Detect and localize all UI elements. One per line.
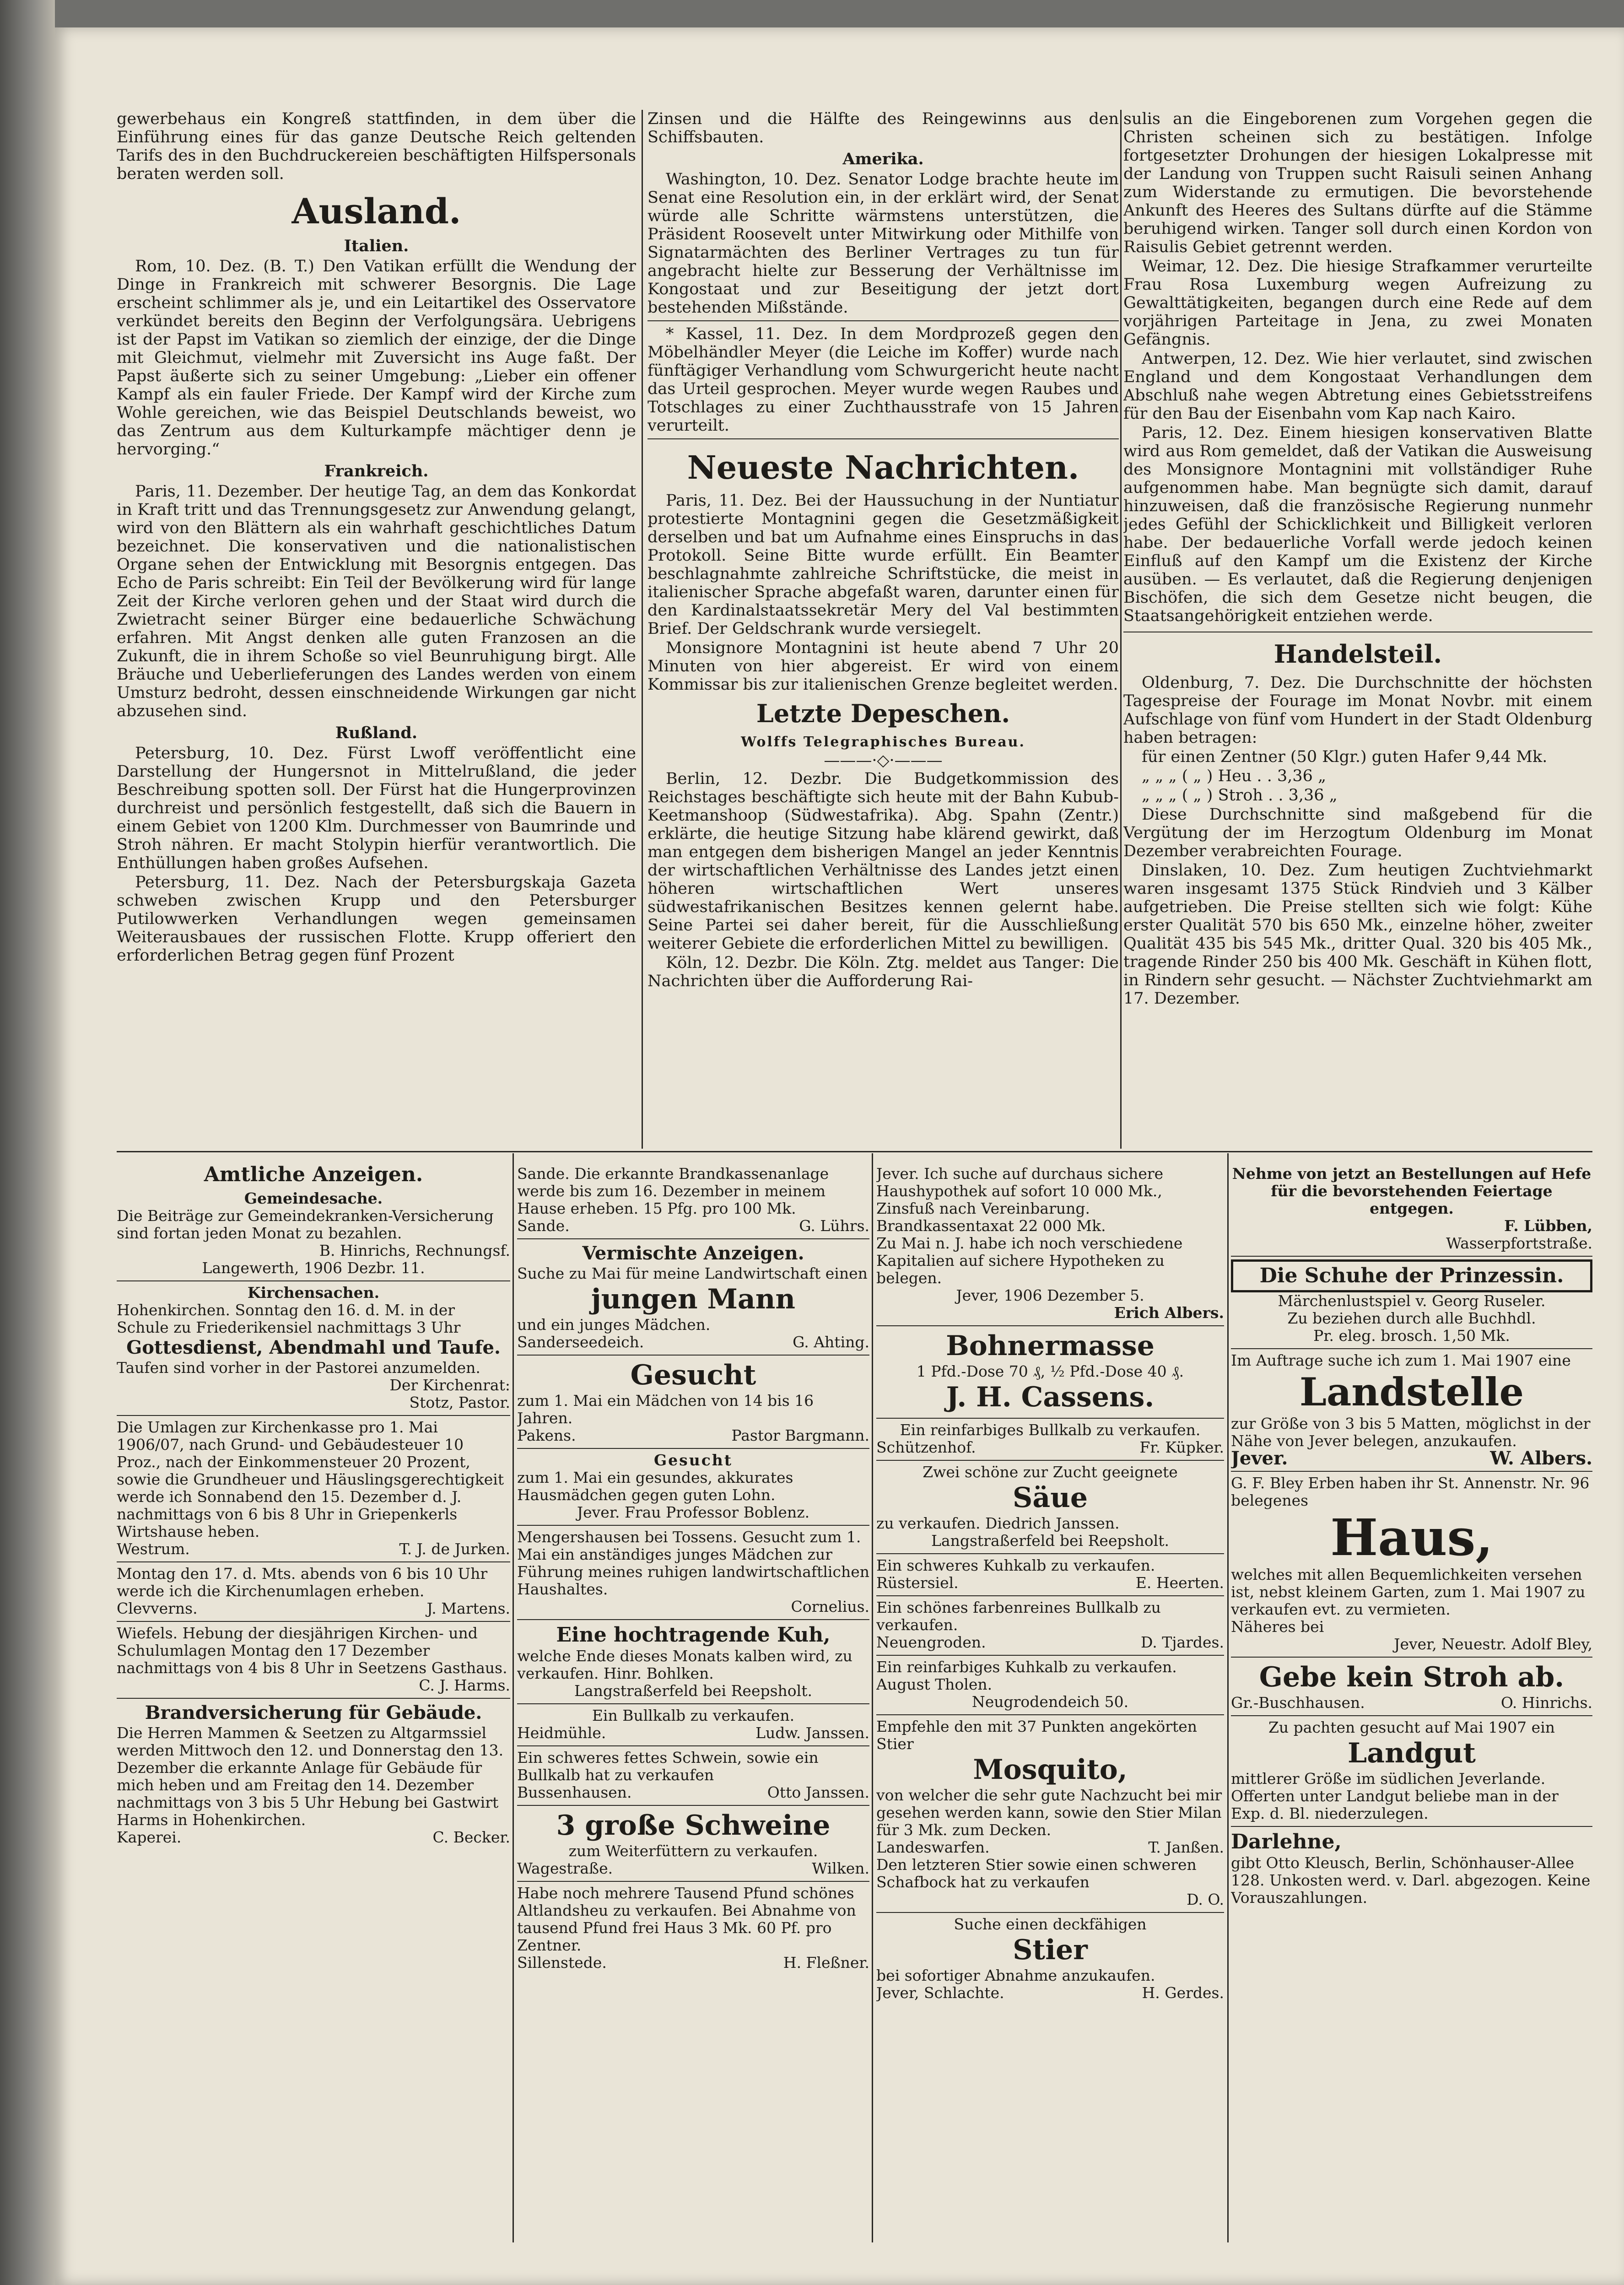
- article-text: Paris, 11. Dezember. Der heutige Tag, an dem das Konkordat in Kraft tritt und das Trennungsgesetz zur Anwendung gelangt, wird von den Blättern als ein wahrhaft geschichtliches Datum bezeichnet. Die konservativen und die nationalistischen Organe sehen der Entwicklung mit Besorgnis entgegen. Das Echo de Paris schreibt: Ein Teil der Bevölkerung wird für lange Zeit der Kirche verloren gehen und der Staat wird durch die Zwietracht seiner Bürger eine bedauerliche Schwächung erfahren. Mit Angst denken alle guten Franzosen an die Zukunft, die in ihrem Schoße so viel Beunruhigung birgt. Alle Bräuche und Ueberlieferungen des Landes werden von einem Umsturz bedroht, dessen einschneidende Wirkungen gar nicht abzusehen sind.: [117, 482, 636, 720]
- article-text: Diese Durchschnitte sind maßgebend für die Vergütung der im Herzogtum Oldenburg im Monat Dezember verabreichten Fourage.: [1123, 805, 1592, 860]
- ads-heading: Vermischte Anzeigen.: [582, 1242, 804, 1264]
- ad-signature: H. Fleßner.: [783, 1954, 869, 1972]
- ad-text: bei sofortiger Abnahme anzukaufen.: [876, 1966, 1155, 1984]
- price-line: „ „ „ ( „ ) Stroh . . 3,36 „: [1142, 786, 1338, 805]
- ad-text: Im Auftrage suche ich zum 1. Mai 1907 eine: [1231, 1351, 1571, 1369]
- ad-text: Ein schweres fettes Schwein, sowie ein Bullkalb hat zu verkaufen: [517, 1749, 819, 1784]
- column-2: [647, 110, 1119, 1144]
- ad-signature: C. Becker.: [432, 1828, 510, 1846]
- ad-bohnermasse: [876, 1326, 1224, 1419]
- article-text: Petersburg, 10. Dez. Fürst Lwoff veröffentlicht eine Darstellung der Hungersnot in Mittelrußland, die jeder Beschreibung spotten soll. Der Fürst hat die Hungerprovinzen durchreist und persönlich festgestellt, daß sich die Bauern in einem Gebiet von 1200 Klm. Durchmesser von Baumrinde und Stroh nähren. Er macht Stolypin hierfür verantwortlich. Die Enthüllungen haben großes Aufsehen.: [117, 744, 636, 872]
- ad-signature: Pastor Bargmann.: [731, 1426, 869, 1444]
- ad-signature: C. J. Harms.: [419, 1676, 510, 1694]
- article-text: Dinslaken, 10. Dez. Zum heutigen Zuchtviehmarkt waren insgesamt 1375 Stück Rindvieh und 3 Kälber aufgetrieben. Die Preise stellten sich wie folgt: Kühe erster Qualität 570 bis 650 Mk., einzelne höher, zweiter Qualität 435 bis 545 Mk., dritter Qual. 320 bis 405 Mk., tragende Rinder 250 bis 400 Mk. Geschäft in Kühen flott, in Rindern sehr gesucht. — Nächster Zuchtviehmarkt am 17. Dezember.: [1123, 861, 1592, 1008]
- ad-headline: Landgut: [1348, 1737, 1476, 1769]
- ad-rule: [513, 1153, 514, 2242]
- ad-signature: Otto Janssen.: [767, 1783, 869, 1801]
- ad-heu: [517, 1882, 869, 1975]
- book-title-box: [1231, 1259, 1592, 1292]
- ad-gesucht-maedchen: [517, 1356, 869, 1449]
- ad-headline: Gesucht: [653, 1451, 733, 1469]
- ad-text: Taufen sind vorher in der Pastorei anzumelden.: [117, 1359, 480, 1377]
- ad-signature: J. Martens.: [426, 1599, 510, 1617]
- country-heading: Frankreich.: [324, 462, 429, 481]
- ad-place: Pakens.: [517, 1426, 576, 1444]
- ad-signature: Jever. Frau Professor Boblenz.: [577, 1503, 810, 1521]
- ads-column-1: [117, 1162, 510, 2238]
- ad-signature: O. Hinrichs.: [1500, 1694, 1592, 1712]
- article-text: Zinsen und die Hälfte des Reingewinns aus den Schiffsbauten.: [647, 110, 1119, 146]
- ad-signature: Der Kirchenrat:: [389, 1376, 510, 1394]
- article-text: Paris, 12. Dez. Einem hiesigen konservativen Blatte wird aus Rom gemeldet, daß der Vatikan die Ausweisung des Monsignore Montagnini mit vollständiger Ruhe aufgenommen habe. Man begnügte sich damit, darauf hinzuweisen, daß die französische Regierung nunmehr jedes Gefühl der Schicklichkeit und Billigkeit verloren habe. Der bedauerliche Vorfall werde jedoch keinen Einfluß auf den Kampf um die Existenz der Kirche ausüben. — Es verlautet, daß die Regierung denjenigen Bischöfen, die sich dem Gesetze nicht beugen, die Staatsangehörigkeit entziehen werde.: [1123, 424, 1592, 625]
- ad-text: Hohenkirchen. Sonntag den 16. d. M. in der Schule zu Friederikensiel nachmittags 3 Uhr: [117, 1301, 461, 1336]
- ad-text: zum 1. Mai ein Mädchen von 14 bis 16 Jahren.: [517, 1392, 814, 1427]
- ad-gesucht-hausmaedchen: [517, 1449, 869, 1526]
- ad-text: Die Umlagen zur Kirchenkasse pro 1. Mai 1906/07, nach Grund- und Gebäudesteuer 10 Proz., nach der Einkommensteuer 20 Prozent, sowie die Grundheuer und Häuslingsgerechtigkeit werde ich Sonnabend den 15. Dezember d. J. nachmittags von 6 bis 8 Uhr in Griepenkerls Wirtshause heben.: [117, 1418, 504, 1540]
- ad-signature: F. Lübben,: [1504, 1217, 1592, 1235]
- country-heading: Rußland.: [335, 724, 418, 742]
- section-heading: Ausland.: [291, 191, 461, 232]
- ad-signature: Stotz, Pastor.: [409, 1394, 510, 1411]
- book-binding: [0, 0, 55, 2285]
- ad-text: Märchenlustspiel v. Georg Ruseler.: [1278, 1292, 1546, 1310]
- ad-headline: jungen Mann: [591, 1283, 796, 1315]
- country-heading: Italien.: [344, 237, 409, 255]
- ads-column-4: [1231, 1162, 1592, 2238]
- ad-headline: Gottesdienst, Abendmahl und Taufe.: [126, 1337, 501, 1358]
- ad-text: Ein Bullkalb zu verkaufen.: [592, 1707, 795, 1724]
- ad-signature: Ludw. Janssen.: [755, 1724, 869, 1742]
- ad-text: welche Ende dieses Monats kalben wird, zu verkaufen. Hinr. Bohlken.: [517, 1647, 852, 1682]
- ad-text: Ein reinfarbiges Kuhkalb zu verkaufen. August Tholen.: [876, 1658, 1177, 1693]
- ad-signature: Erich Albers.: [1114, 1304, 1224, 1322]
- section-heading: Letzte Depeschen.: [756, 699, 1010, 728]
- ad-place: Jever.: [1231, 1448, 1288, 1469]
- column-rule: [642, 110, 643, 1149]
- section-rule: [117, 1151, 1592, 1152]
- ad-signature: Fr. Küpker.: [1139, 1438, 1224, 1456]
- ad-text: Die Herren Mammen & Seetzen zu Altgarmssiel werden Mittwoch den 12. und Donnerstag den 13. Dezember die erkannte Anlage für Gebäude für mich heben und am Freitag den 14. Dezember nachmittags von 3 bis 5 Uhr Hebung bei Gastwirt Harms in Hohenkirchen.: [117, 1724, 504, 1829]
- ad-place: Gr.-Buschhausen.: [1231, 1694, 1365, 1712]
- ad-headline: Die Schuhe der Prinzessin.: [1259, 1264, 1564, 1287]
- article-text: Washington, 10. Dez. Senator Lodge brachte heute im Senat eine Resolution ein, in der erklärt wird, der Senat würde alle Schritte wärmstens unterstützen, die Präsident Roosevelt unter Mitwirkung oder Mithilfe von Signatarmächten des Berliner Vertrages zu tun für angebracht hielte zur Besserung der Verhältnisse im Kongostaat und zur Beseitigung der jetzt dort bestehenden Mißstände.: [647, 170, 1119, 317]
- ad-stier: [876, 1913, 1224, 2005]
- ad-text: 1 Pfd.-Dose 70 ₰, ½ Pfd.-Dose 40 ₰.: [916, 1362, 1184, 1380]
- ad-signature: W. Albers.: [1490, 1448, 1592, 1469]
- ad-signature: B. Hinrichs, Rechnungsf.: [319, 1242, 510, 1259]
- price-line: für einen Zentner (50 Klgr.) guten Hafer 9,44 Mk.: [1142, 748, 1548, 766]
- ad-place: Kaperei.: [117, 1828, 182, 1846]
- ad-text: mittlerer Größe im südlichen Jeverlande.: [1231, 1770, 1546, 1788]
- column-3: [1123, 110, 1592, 1144]
- ad-text: Montag den 17. d. Mts. abends von 6 bis 10 Uhr werde ich die Kirchenumlagen erheben.: [117, 1565, 488, 1600]
- ad-signature: Cornelius.: [791, 1598, 869, 1615]
- ad-sande: [517, 1162, 869, 1239]
- ad-text: Ein schönes farbenreines Bullkalb zu verkaufen.: [876, 1599, 1161, 1634]
- ad-text: gibt Otto Kleusch, Berlin, Schönhauser-Allee 128. Unkosten werd. v. Darl. abgezogen. Keine Vorauszahlungen.: [1231, 1854, 1591, 1907]
- ad-text: Suche einen deckfähigen: [954, 1915, 1147, 1933]
- ad-title: Brandversicherung für Gebäude.: [145, 1702, 482, 1723]
- ad-hefe: [1231, 1162, 1592, 1257]
- country-heading: Amerika.: [842, 150, 924, 168]
- ad-reinfarbig: [876, 1419, 1224, 1461]
- ad-text: Suche zu Mai für meine Landwirtschaft einen: [517, 1264, 868, 1282]
- ad-text: zum 1. Mai ein gesundes, akkurates Hausmädchen gegen guten Lohn.: [517, 1469, 793, 1504]
- section-heading: Neueste Nachrichten.: [687, 448, 1079, 486]
- ad-place: Langstraßerfeld bei Reepsholt.: [931, 1532, 1169, 1550]
- article-text: Petersburg, 11. Dez. Nach der Petersburgskaja Gazeta schweben zwischen Krupp und den Petersburger Putilowwerken Verhandlungen wegen gemeinsamen Weiterausbaues der russischen Flotte. Krupp offeriert den erforderlichen Betrag gegen fünf Prozent: [117, 873, 636, 965]
- ad-signature: G. Ahting.: [793, 1333, 869, 1351]
- ad-text: welches mit allen Bequemlichkeiten versehen ist, nebst kleinem Garten, zum 1. Mai 1907 zu verkaufen evt. zu vermieten.: [1231, 1566, 1586, 1618]
- article-text: gewerbehaus ein Kongreß stattfinden, in dem über die Einführung eines für das ganze Deutsche Reich geltenden Tarifs des in den Buchdruckereien beschäftigten Hilfspersonals beraten werden soll.: [117, 110, 636, 183]
- ad-montag: [117, 1562, 510, 1622]
- ad-signature: D. O.: [1187, 1891, 1224, 1908]
- ad-text: Empfehle den mit 37 Punkten angekörten Stier: [876, 1718, 1198, 1753]
- ad-place: Clevverns.: [117, 1599, 198, 1617]
- ads-column-2: [517, 1162, 869, 2238]
- ad-headline: Haus,: [1330, 1508, 1493, 1567]
- article-text: Antwerpen, 12. Dez. Wie hier verlautet, sind zwischen England und dem Kongostaat Verhandlungen dem Abschluß nahe wegen Abtretung eines Gebietsstreifens für den Bau der Eisenbahn vom Kap nach Kairo.: [1123, 350, 1592, 423]
- ad-text: Zu pachten gesucht auf Mai 1907 ein: [1268, 1718, 1555, 1736]
- ad-place: Westrum.: [117, 1540, 190, 1558]
- ad-text: und ein junges Mädchen.: [517, 1316, 711, 1334]
- column-rule: [1120, 110, 1122, 1149]
- ad-text: Nehme von jetzt an Bestellungen auf Hefe für die bevorstehenden Feiertage entgegen.: [1232, 1165, 1592, 1217]
- ad-darlehne: [1231, 1827, 1592, 1910]
- ad-place: Wagestraße.: [517, 1859, 613, 1877]
- ad-headline: Gesucht: [630, 1359, 756, 1391]
- ad-headline: Eine hochtragende Kuh,: [556, 1623, 831, 1647]
- ad-headline: Säue: [1012, 1482, 1088, 1514]
- ad-buch: [1231, 1257, 1592, 1349]
- ad-text: von welcher die sehr gute Nachzucht bei mir gesehen werden kann, sowie den Stier Milan für 3 Mk. zum Decken.: [876, 1786, 1222, 1839]
- ad-place: Neugrodendeich 50.: [971, 1693, 1129, 1711]
- ad-signature: G. Lührs.: [799, 1217, 869, 1235]
- ad-jungen-mann: [517, 1239, 869, 1356]
- divider: [647, 320, 1119, 321]
- ad-title: Kirchensachen.: [247, 1284, 380, 1302]
- ad-signature: H. Gerdes.: [1142, 1984, 1224, 2002]
- ad-place: Sillenstede.: [517, 1954, 607, 1972]
- ad-price: Pr. eleg. brosch. 1,50 Mk.: [1313, 1327, 1510, 1345]
- ad-place: Schützenhof.: [876, 1438, 976, 1456]
- article-text: * Kassel, 11. Dez. In dem Mordprozeß gegen den Möbelhändler Meyer (die Leiche im Koffer) wurde nach fünftägiger Verhandlung vom Schwurgericht heute nacht das Urteil gesprochen. Meyer wurde wegen Raubes und Totschlages zu einer Zuchthausstrafe von 15 Jahren verurteilt.: [647, 325, 1119, 435]
- ad-place: Jever, Schlachte.: [876, 1984, 1004, 2002]
- ad-place: Langstraßerfeld bei Reepsholt.: [574, 1682, 812, 1700]
- ad-date: Langewerth, 1906 Dezbr. 11.: [202, 1259, 425, 1277]
- ad-mosquito: [876, 1715, 1224, 1913]
- ad-text: Wiefels. Hebung der diesjährigen Kirchen- und Schulumlagen Montag den 17 Dezember nachmittags von 4 bis 8 Uhr in Seetzens Gasthaus.: [117, 1624, 507, 1677]
- ad-headline: Darlehne,: [1231, 1830, 1342, 1853]
- ad-text: zur Größe von 3 bis 5 Matten, möglichst in der Nähe von Jever belegen, anzukaufen.: [1231, 1415, 1591, 1450]
- ad-place: Bussenhausen.: [517, 1783, 632, 1801]
- ads-heading: Amtliche Anzeigen.: [204, 1163, 423, 1186]
- ad-headline: Bohnermasse: [946, 1330, 1155, 1362]
- ad-bullkalb: [876, 1596, 1224, 1656]
- ad-landgut: [1231, 1716, 1592, 1827]
- ad-signature: D. Tjardes.: [1140, 1633, 1224, 1651]
- ad-place: Heidmühle.: [517, 1724, 606, 1742]
- ad-text: Zu beziehen durch alle Buchhdl.: [1287, 1309, 1536, 1327]
- article-text: Oldenburg, 7. Dez. Die Durchschnitte der höchsten Tagespreise der Fourage im Monat Novbr. mit einem Aufschlage von fünf vom Hundert in der Stadt Oldenburg haben betragen:: [1123, 674, 1592, 747]
- ad-umlagen: [117, 1416, 510, 1562]
- ad-headline: Gebe kein Stroh ab.: [1259, 1661, 1565, 1693]
- ad-mengershausen: [517, 1526, 869, 1620]
- ad-schwein: [517, 1746, 869, 1806]
- ad-hypothek: [876, 1162, 1224, 1326]
- article-text: Rom, 10. Dez. (B. T.) Den Vatikan erfüllt die Wendung der Dinge in Frankreich mit schwerer Besorgnis. Die Lage erscheint schlimmer als je, und ein Leitartikel des Osservatore verkündet bereits den Beginn der Verfolgungsära. Uebrigens ist der Papst im Vatikan so ziemlich der einzige, der die Dinge mit Gleichmut, vielmehr mit Zuversicht ins Auge faßt. Der Papst äußerte sich zu seiner Umgebung: „Lieber ein offener Kampf als ein fauler Friede. Der Kampf wird der Kirche zum Wohle gereichen, wie das Beispiel Deutschlands beweist, wo das Zentrum aus dem Kulturkampfe mächtiger denn je hervorging.“: [117, 257, 636, 459]
- ad-place: Rüstersiel.: [876, 1574, 959, 1592]
- ad-text: Den letzteren Stier sowie einen schweren Schafbock hat zu verkaufen: [876, 1856, 1197, 1891]
- ad-text: Mengershausen bei Tossens. Gesucht zum 1. Mai ein anständiges junges Mädchen zur Führung meines ruhigen landwirtschaftlichen Haushaltes.: [517, 1528, 869, 1598]
- article-text: Weimar, 12. Dez. Die hiesige Strafkammer verurteilte Frau Rosa Luxemburg wegen Aufreizung zu Gewalttätigkeiten, begangen durch eine Rede auf dem vorjährigen Parteitage in Jena, zu zwei Monaten Gefängnis.: [1123, 257, 1592, 349]
- ad-text: zum Weiterfüttern zu verkaufen.: [568, 1842, 818, 1860]
- ad-headline: Mosquito,: [973, 1754, 1128, 1786]
- column-1: [117, 110, 636, 1144]
- ad-text: Sande. Die erkannte Brandkassenanlage werde bis zum 16. Dezember in meinem Hause erheben. 15 Pfg. pro 100 Mk.: [517, 1165, 829, 1217]
- article-text: sulis an die Eingeborenen zum Vorgehen gegen die Christen scheinen sich zu bestätigen. Infolge fortgesetzter Drohungen der hiesigen Lokalpresse mit der Landung von Truppen sucht Raisuli seinen Anhang zum Widerstande zu ermutigen. Die bevorstehende Ankunft des Heeres des Sultans dürfte auf die Stämme beruhigend wirken. Tanger soll durch einen Kordon von Raisulis Gebiet getrennt werden.: [1123, 110, 1592, 256]
- ad-place: Sande.: [517, 1217, 570, 1235]
- ad-date: Jever, 1906 Dezember 5.: [956, 1286, 1144, 1304]
- ad-kirchen: [117, 1281, 510, 1416]
- ad-rule: [872, 1153, 873, 2242]
- ad-text: Die Beiträge zur Gemeindekranken-Versicherung sind fortan jeden Monat zu bezahlen.: [117, 1207, 494, 1242]
- ad-gemeinde: [117, 1187, 510, 1281]
- ad-signature: E. Heerten.: [1135, 1574, 1224, 1592]
- ad-signature: Wilken.: [812, 1859, 869, 1877]
- ad-kuhkalb-1: [876, 1554, 1224, 1596]
- ad-headline: J. H. Cassens.: [946, 1381, 1155, 1413]
- ornament: ———·◇·———: [824, 751, 943, 770]
- ad-signature: T. J. de Jurken.: [399, 1540, 510, 1558]
- ad-place: Sanderseedeich.: [517, 1333, 644, 1351]
- ad-rule: [1227, 1153, 1229, 2242]
- ad-bullkalb: [517, 1704, 869, 1746]
- ad-headline: 3 große Schweine: [556, 1810, 831, 1842]
- ad-schweine: [517, 1806, 869, 1882]
- ad-place: Landeswarfen.: [876, 1838, 990, 1856]
- ad-text: Offerten unter Landgut beliebe man in der Exp. d. Bl. niederzulegen.: [1231, 1787, 1559, 1822]
- article-text: Köln, 12. Dezbr. Die Köln. Ztg. meldet aus Tanger: Die Nachrichten über die Aufforderung Rai-: [647, 954, 1119, 990]
- ad-text: Näheres bei: [1231, 1618, 1324, 1636]
- ad-text: Jever. Ich suche auf durchaus sichere Haushypothek auf sofort 10 000 Mk., Zinsfuß nach Vereinbarung. Brandkassentaxat 22 000 Mk.: [876, 1165, 1164, 1235]
- ad-kuh: [517, 1620, 869, 1704]
- ad-text: Ein reinfarbiges Bullkalb zu verkaufen.: [900, 1421, 1201, 1439]
- ad-place: Wasserpfortstraße.: [1446, 1234, 1592, 1252]
- divider: [647, 438, 1119, 439]
- ad-headline: Stier: [1013, 1934, 1088, 1966]
- ad-haus: [1231, 1472, 1592, 1658]
- ad-text: zu verkaufen. Diedrich Janssen.: [876, 1514, 1120, 1532]
- ad-landstelle: [1231, 1349, 1592, 1472]
- ad-signature: Jever, Neuestr. Adolf Bley,: [1394, 1635, 1592, 1653]
- ad-kuhkalb-2: [876, 1656, 1224, 1715]
- ad-brand: [117, 1699, 510, 1850]
- article-text: Paris, 11. Dez. Bei der Haussuchung in der Nuntiatur protestierte Montagnini gegen die Gesetzmäßigkeit derselben und bat um Aufnahme eines Einspruchs in das Protokoll. Seine Bitte wurde erfüllt. Ein Beamter beschlagnahmte zahlreiche Schriftstücke, die meist in italienischer Sprache abgefaßt waren, darunter einen für den Kardinalstaatssekretär Mery del Val bestimmten Brief. Der Geldschrank wurde versiegelt.: [647, 492, 1119, 638]
- ad-text: Zu Mai n. J. habe ich noch verschiedene Kapitalien auf sichere Hypotheken zu belegen.: [876, 1234, 1183, 1287]
- ads-column-3: [876, 1162, 1224, 2238]
- ad-title: Gemeindesache.: [244, 1189, 383, 1207]
- ad-text: Zwei schöne zur Zucht geeignete: [923, 1463, 1178, 1481]
- ad-text: Ein schweres Kuhkalb zu verkaufen.: [876, 1556, 1155, 1574]
- article-text: Monsignore Montagnini ist heute abend 7 Uhr 20 Minuten von hier abgereist. Er wird von einem Kommissar bis zur italienischen Grenze begleitet werden.: [647, 639, 1119, 694]
- ad-signature: T. Janßen.: [1148, 1838, 1224, 1856]
- price-line: „ „ „ ( „ ) Heu . . 3,36 „: [1142, 767, 1327, 785]
- ad-stroh: [1231, 1658, 1592, 1716]
- agency-line: Wolffs Telegraphisches Bureau.: [741, 734, 1025, 750]
- ad-text: Habe noch mehrere Tausend Pfund schönes Altlandsheu zu verkaufen. Bei Abnahme von tausend Pfund frei Haus 3 Mk. 60 Pf. pro Zentner.: [517, 1884, 856, 1954]
- article-text: Berlin, 12. Dezbr. Die Budgetkommission des Reichstages beschäftigte sich heute mit der Bahn Kubub-Keetmanshoop (Südwestafrika). Abg. Spahn (Zentr.) erklärte, die heutige Sitzung habe klärend gewirkt, daß man entgegen dem bisherigen Mangel an jeder Kenntnis der wirtschaftlichen Verhältnisse des Landes jetzt einen höheren wirtschaftlichen Wert unseres südwestafrikanischen Besitzes kennen gelernt habe. Seine Partei sei daher bereit, für die Ausschließung weiterer Gebiete die erforderlichen Mittel zu bewilligen.: [647, 770, 1119, 953]
- ad-saeue: [876, 1461, 1224, 1554]
- section-heading: Handelsteil.: [1273, 639, 1442, 669]
- ad-place: Neuengroden.: [876, 1633, 986, 1651]
- ad-text: G. F. Bley Erben haben ihr St. Annenstr. Nr. 96 belegenes: [1231, 1474, 1590, 1509]
- ad-headline: Landstelle: [1299, 1369, 1524, 1415]
- ad-wiefels: [117, 1622, 510, 1699]
